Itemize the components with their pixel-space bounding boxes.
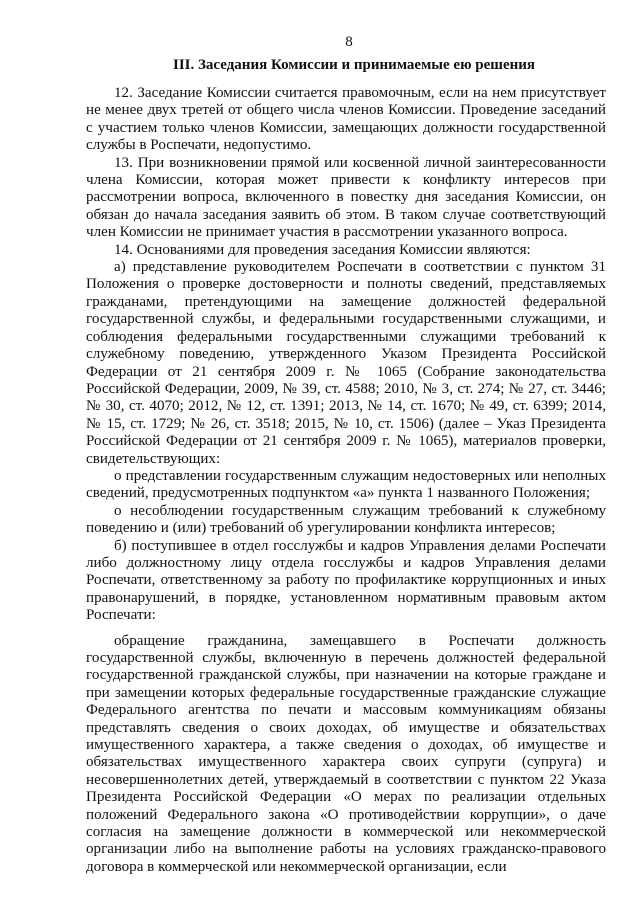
section-title: III. Заседания Комиссии и принимаемые ею решения [172,57,536,73]
paragraph-14a-item-1: о представлении государственным служащим недостоверных или неполных сведений, предусмотренных подпунктом «а» пункта 1 названного Положения; [86,467,606,502]
paragraph-13: 13. При возникновении прямой или косвенной личной заинтересованности члена Комиссии, которая может привести к конфликту интересов при рассмотрении вопроса, включенного в повестку дня заседания Комиссии, он обязан до начала заседания заявить об этом. В таком случае соответствующий член Комиссии не принимает участия в рассмотрении указанного вопроса. [86,154,606,241]
page-number: 8 [345,34,353,50]
paragraph-14a-item-2: о несоблюдении государственным служащим требований к служебному поведению и (или) требований об урегулировании конфликта интересов; [86,502,606,537]
paragraph-14: 14. Основаниями для проведения заседания Комиссии являются: [114,241,531,258]
paragraph-14b: б) поступившее в отдел госслужбы и кадров Управления делами Роспечати либо должностному лицу отдела госслужбы и кадров Управления делами Роспечати, ответственному за работу по профилактике коррупционных и иных правонарушений, в порядке, установленном нормативным правовым актом Роспечати: [86,537,606,624]
paragraph-14b-item-1: обращение гражданина, замещавшего в Роспечати должность государственной службы, включенную в перечень должностей федеральной государственной гражданской службы, при назначении на которые граждане и при замещении которых федеральные государственные гражданские служащие Федерального агентства по печати и массовым коммуникациям обязаны представлять сведения о своих доходах, об имуществе и обязательствах имущественного характера, а также сведения о доходах, об имуществе и обязательствах имущественного характера своих супруги (супруга) и несовершеннолетних детей, утверждаемый в соответствии с пунктом 22 Указа Президента Российской Федерации «О мерах по реализации отдельных положений Федерального закона «О противодействии коррупции», о даче согласия на замещение должности в коммерческой или некоммерческой организации либо на выполнение работы на условиях гражданско-правового договора в коммерческой или некоммерческой организации, если [86,632,606,875]
paragraph-14a: а) представление руководителем Роспечати в соответствии с пунктом 31 Положения о проверке достоверности и полноты сведений, представляемых гражданами, претендующими на замещение должностей федеральной государственной службы, и федеральными государственными служащими, и соблюдения федеральными государственными служащими требований к служебному поведению, утвержденного Указом Президента Российской Федерации от 21 сентября 2009 г. № 1065 (Собрание законодательства Российской Федерации, 2009, № 39, ст. 4588; 2010, № 3, ст. 274; № 27, ст. 3446; № 30, ст. 4070; 2012, № 12, ст. 1391; 2013, № 14, ст. 1670; № 49, ст. 6399; 2014, № 15, ст. 1729; № 26, ст. 3518; 2015, № 10, ст. 1506) (далее – Указ Президента Российской Федерации от 21 сентября 2009 г. № 1065), материалов проверки, свидетельствующих: [86,259,606,467]
paragraph-12: 12. Заседание Комиссии считается правомочным, если на нем присутствует не менее двух третей от общего числа членов Комиссии. Проведение заседаний с участием только членов Комиссии, замещающих должности государственной службы в Роспечати, недопустимо. [86,85,606,154]
